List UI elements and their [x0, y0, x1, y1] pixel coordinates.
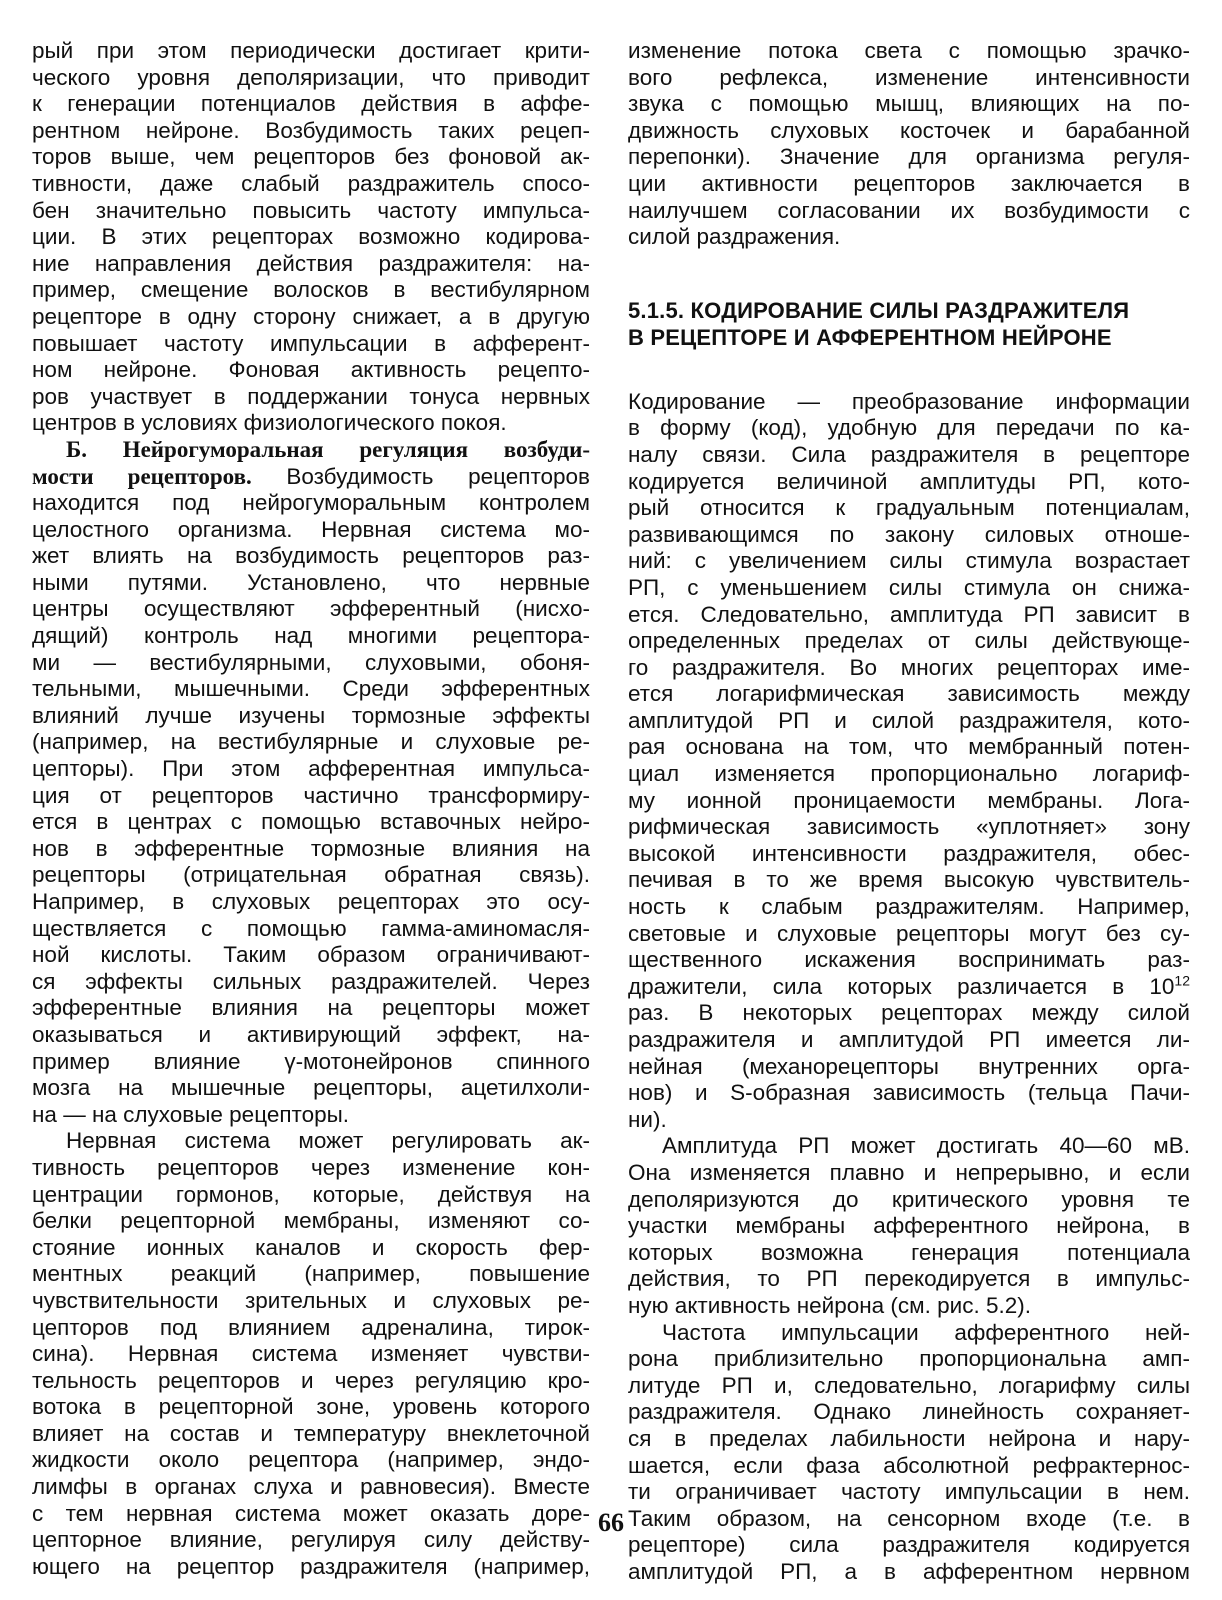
text-line: ющего на рецептор раздражителя (например, — [32, 1553, 590, 1579]
text-line: с тем нервная система может оказать доре- — [32, 1500, 590, 1526]
paragraph — [628, 38, 1190, 251]
paragraph — [628, 1320, 1190, 1586]
text-line: наилучшем согласовании их возбудимости с — [628, 197, 1190, 223]
text-line: высокой интенсивности раздражителя, обес- — [628, 840, 1190, 866]
text-line: движность слуховых косточек и барабанной — [628, 117, 1190, 143]
text-line: перепонки). Значение для организма регуля- — [628, 144, 1190, 170]
text-line: го раздражителя. Во многих рецепторах име- — [628, 654, 1190, 680]
section-b-heading-line: Б. Нейрогуморальная регуляция возбуди- — [66, 436, 590, 462]
text-line: (например, на вестибулярные и слуховые ре- — [32, 729, 590, 755]
text-line: ние направления действия раздражителя: на- — [32, 250, 590, 276]
text-line: центров в условиях физиологического покоя. — [32, 410, 507, 436]
text-line: ции активности рецепторов заключается в — [628, 170, 1190, 196]
text-line: бен значительно повысить частоту импульса- — [32, 197, 590, 223]
text-line: рецепторе в одну сторону снижает, а в другую — [32, 303, 590, 329]
text-line: ция от рецепторов частично трансформиру- — [32, 782, 590, 808]
text-line: влияний лучше изучены тормозные эффекты — [32, 702, 590, 728]
text-line: кодируется величиной амплитуды РП, кото- — [628, 468, 1190, 494]
text-line: световые и слуховые рецепторы могут без су- — [628, 920, 1190, 946]
text-line: печивая в то же время высокую чувствитель- — [628, 867, 1190, 893]
text-line: белки рецепторной мембраны, изменяют со- — [32, 1208, 590, 1234]
text-line: изменение потока света с помощью зрачко- — [628, 38, 1190, 63]
text-line: ческого уровня деполяризации, что приводит — [32, 64, 590, 90]
text-line: к генерации потенциалов действия в аффе- — [32, 91, 590, 117]
text-line: оказываться и активирующий эффект, на- — [32, 1021, 590, 1047]
text-line: сина). Нервная система изменяет чувстви- — [32, 1341, 590, 1367]
text-line: цепторы). При этом афферентная импульса- — [32, 756, 590, 782]
paragraph — [628, 1000, 1190, 1133]
text-line: действия, то РП перекодируется в импульс- — [628, 1266, 1190, 1292]
text-line: целостного организма. Нервная система мо- — [32, 516, 590, 542]
text-line: литуде РП и, следовательно, логарифму силы — [628, 1372, 1190, 1398]
text-line: силой раздражения. — [628, 224, 841, 250]
text-line: центрации гормонов, которые, действуя на — [32, 1181, 590, 1207]
paragraph — [628, 1133, 1190, 1319]
text-line: пример влияние γ-мотонейронов спинного — [32, 1048, 590, 1074]
text-line: ся в пределах лабильности нейрона и нару- — [628, 1425, 1190, 1451]
text-line: амплитудой РП, а в афферентном нервном — [628, 1558, 1190, 1584]
paragraph — [32, 38, 590, 437]
paragraph — [628, 389, 1190, 974]
text-line: рентном нейроне. Возбудимость таких рецеп- — [32, 117, 590, 143]
text-line: нов в эфферентные тормозные влияния на — [32, 835, 590, 861]
text-line: тивности, даже слабый раздражитель спосо- — [32, 170, 590, 196]
text-line: ется. Следовательно, амплитуда РП зависит в — [628, 601, 1190, 627]
text-line: ни). — [628, 1106, 667, 1132]
text-line: ными путями. Установлено, что нервные — [32, 569, 590, 595]
text-line: деполяризуются до критического уровня те — [628, 1186, 1190, 1212]
text-line: нов) и S-образная зависимость (тельца Пачи- — [628, 1080, 1190, 1106]
text-line: вотока в рецепторной зоне, уровень которого — [32, 1394, 590, 1420]
text-line: ную активность нейрона (см. рис. 5.2). — [628, 1292, 1032, 1318]
text-line: рецепторы (отрицательная обратная связь). — [32, 862, 590, 888]
text-line: ментных реакций (например, повышение — [32, 1261, 590, 1287]
text-line: ной кислоты. Таким образом ограничивают- — [32, 942, 590, 968]
text-line: звука с помощью мышц, влияющих на по- — [628, 91, 1190, 117]
text-line: ется в центрах с помощью вставочных нейро- — [32, 809, 590, 835]
text-line: нейная (механорецепторы внутренних орга- — [628, 1053, 1190, 1079]
text-line: шается, если фаза абсолютной рефрактернос- — [628, 1452, 1190, 1478]
text-line: Таким образом, на сенсорном входе (т.е. в — [628, 1505, 1190, 1531]
text-line: рецепторе) сила раздражителя кодируется — [628, 1532, 1190, 1558]
text-line: в форму (код), удобную для передачи по ка- — [628, 415, 1190, 441]
text-line: циал изменяется пропорционально логариф- — [628, 761, 1190, 787]
text-line: раз. В некоторых рецепторах между силой — [628, 1000, 1190, 1026]
text-line: ний: с увеличением силы стимула возрастает — [628, 548, 1190, 574]
text-line: рифмическая зависимость «уплотняет» зону — [628, 814, 1190, 840]
text-line: ти ограничивает частоту импульсации в нем. — [628, 1479, 1190, 1505]
text-line: дражители, сила которых различается в $10^{12}$ — [628, 973, 1190, 999]
text-line: ществляется с помощью гамма-аминомасля- — [32, 915, 590, 941]
left-column — [32, 38, 590, 1580]
text-line: стояние ионных каналов и скорость фер- — [32, 1234, 590, 1260]
text-line: вого рефлекса, изменение интенсивности — [628, 64, 1190, 90]
text-line: которых возможна генерация потенциала — [628, 1239, 1190, 1265]
text-line: рый относится к градуальным потенциалам, — [628, 495, 1190, 521]
text-line: определенных пределах от силы действующе- — [628, 628, 1190, 654]
text-line: рый при этом периодически достигает крити- — [32, 38, 590, 63]
text-line: рона приблизительно пропорциональна амп- — [628, 1346, 1190, 1372]
text-line: РП, с уменьшением силы стимула он снижа- — [628, 574, 1190, 600]
text-line: раздражителя. Однако линейность сохраняет- — [628, 1399, 1190, 1425]
text-line: ров участвует в поддержании тонуса нервных — [32, 383, 590, 409]
text-line: жидкости около рецептора (например, эндо- — [32, 1447, 590, 1473]
text-line: му ионной проницаемости мембраны. Лога- — [628, 787, 1190, 813]
text-line: влияет на состав и температуру внеклеточной — [32, 1420, 590, 1446]
text-line: дящий) контроль над многими рецептора- — [32, 623, 590, 649]
text-line: лимфы в органах слуха и равновесия). Вместе — [32, 1474, 590, 1500]
text-line: ется логарифмическая зависимость между — [628, 681, 1190, 707]
text-line: пример, смещение волосков в вестибулярном — [32, 277, 590, 303]
text-line: ном нейроне. Фоновая активность рецепто- — [32, 357, 590, 383]
text-line: эфферентные влияния на рецепторы может — [32, 995, 590, 1021]
text-line: ции. В этих рецепторах возможно кодирова- — [32, 224, 590, 250]
text-line: развивающимся по закону силовых отноше- — [628, 521, 1190, 547]
text-line: Кодирование — преобразование информации — [628, 388, 1190, 414]
text-line: налу связи. Сила раздражителя в рецепторе — [628, 441, 1190, 467]
text-line: раздражителя и амплитудой РП имеется ли- — [628, 1027, 1190, 1052]
right-column — [628, 38, 1190, 1585]
text-line: центры осуществляют эфферентный (нисхо- — [32, 596, 590, 622]
text-line: мозга на мышечные рецепторы, ацетилхоли- — [32, 1075, 590, 1101]
text-line: ся эффекты сильных раздражителей. Через — [32, 968, 590, 994]
section-heading: В РЕЦЕПТОРЕ И АФФЕРЕНТНОМ НЕЙРОНЕ — [628, 324, 1112, 350]
text-line: щественного искажения воспринимать раз- — [628, 947, 1190, 973]
section-b-line: мости рецепторов. Возбудимость рецепторов — [32, 463, 590, 489]
text-line: жет влиять на возбудимость рецепторов раз- — [32, 543, 590, 569]
section-heading: 5.1.5. КОДИРОВАНИЕ СИЛЫ РАЗДРАЖИТЕЛЯ — [628, 297, 1130, 323]
paragraph — [32, 490, 590, 1128]
text-line: Она изменяется плавно и непрерывно, и если — [628, 1159, 1190, 1185]
text-line: чувствительности зрительных и слуховых ре- — [32, 1287, 590, 1313]
text-line: тельность рецепторов и через регуляцию кро- — [32, 1367, 590, 1393]
text-line: на — на слуховые рецепторы. — [32, 1101, 350, 1127]
text-line: цепторное влияние, регулируя силу действу- — [32, 1527, 590, 1553]
text-line: торов выше, чем рецепторов без фоновой ак- — [32, 144, 590, 170]
text-line: цепторов под влиянием адреналина, тирок- — [32, 1314, 590, 1340]
text-line: ми — вестибулярными, слуховыми, обоня- — [32, 649, 590, 675]
text-line: Нервная система может регулировать ак- — [66, 1128, 590, 1154]
text-line: находится под нейрогуморальным контролем — [32, 490, 590, 516]
text-line: Например, в слуховых рецепторах это осу- — [32, 889, 590, 914]
text-line: Амплитуда РП может достигать 40—60 мВ. — [662, 1133, 1190, 1159]
text-line: Частота импульсации афферентного ней- — [662, 1319, 1190, 1345]
text-line: тельными, мышечными. Среди эфферентных — [32, 676, 590, 702]
text-line: повышает частоту импульсации в афферент- — [32, 330, 590, 356]
text-line: рая основана на том, что мембранный потен- — [628, 734, 1190, 760]
text-line: ность к слабым раздражителям. Например, — [628, 894, 1190, 920]
text-line: участки мембраны афферентного нейрона, в — [628, 1213, 1190, 1239]
text-line: амплитудой РП и силой раздражителя, кото- — [628, 707, 1190, 733]
text-line: тивность рецепторов через изменение кон- — [32, 1154, 590, 1180]
page-number: 66 — [598, 1508, 624, 1537]
